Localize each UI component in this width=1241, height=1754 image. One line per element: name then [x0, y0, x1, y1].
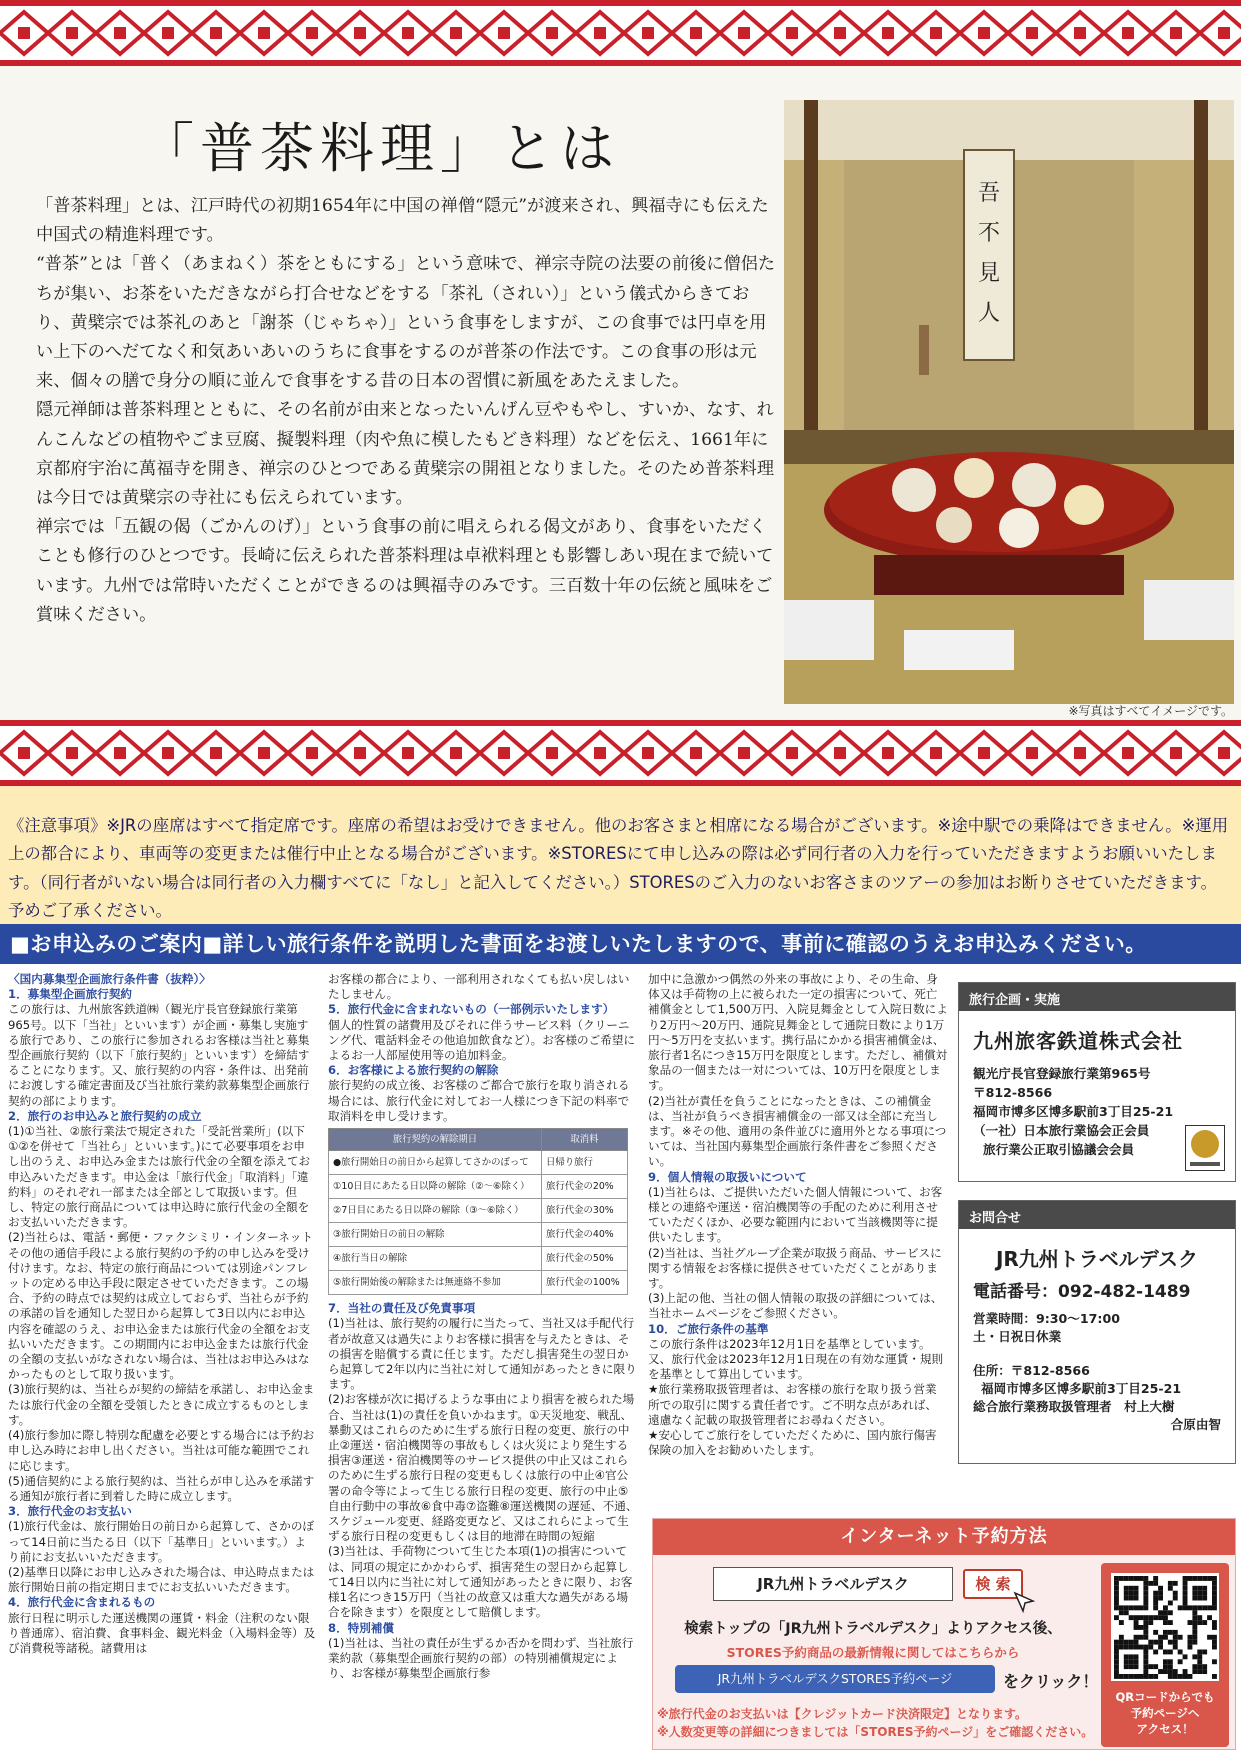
terms-text: (3)当社は、手荷物について生じた本項(1)の損害については、同項の規定にかかわらず、損害発生の翌日から起算して14日以内に当社に対して通知があったときに限り、お客様1名につき15万円（当社の故意又は重大な過失がある場合を除きます）を限度として賠償します。: [328, 1544, 633, 1620]
terms-text: (2)お客様が次に掲げるような事由により損害を被られた場合、当社は(1)の責任を負いかねます。①天災地変、戦乱、暴動又はこれらのために生ずる旅行日程の変更、旅行の中止②運送・宿泊機関等の事故もしくは火災により発生する損害③運送・宿泊機関等のサービス提供の中止又はこれらのために生ずる旅行日程の変更もしくは旅行の中止④官公署の命令等によって生じる旅行日程の変更、旅行の中止⑤自由行動中の事故⑥食中毒⑦盗難⑧運送機関の遅延、不通、スケジュール変更、経路変更など、又はこれらによって生ずる旅行日程の変更もしくは目的地滞在時間の短縮: [328, 1392, 638, 1544]
inquiry-address: 福岡市博多区博多駅前3丁目25-21: [981, 1381, 1182, 1396]
table-row: [329, 1271, 628, 1295]
cancellation-table: [328, 1128, 628, 1295]
terms-text: この旅行は、九州旅客鉄道㈱（観光庁長官登録旅行業第965号。以下「当社」といいます）が企画・募集し実施する旅行であり、この旅行に参加されるお客様は当社と募集型企画旅行契約（以下「旅行契約」といいます）を締結することになります。又、旅行契約の内容・条件は、出発前にお渡しする確定書面及び当社旅行業約款募集型企画旅行契約の部によります。: [8, 1002, 310, 1108]
lattice-pattern: [0, 0, 1241, 66]
table-cell: ②7日目にあたる日以降の解除（③～⑥除く）: [329, 1199, 542, 1223]
intro-paragraph: 「普茶料理」とは、江戸時代の初期1654年に中国の禅僧“隠元”が渡来され、興福寺にも伝えた中国式の精進料理です。: [36, 196, 769, 246]
internet-booking-section: [652, 1518, 1236, 1750]
terms-text: 旅行日程に明示した運送機関の運賃・料金（注釈のない限り普通席）、宿泊費、食事料金、観光料金（入場料金等）及び消費税等諸税。諸費用は: [8, 1610, 316, 1655]
bond-seal-icon: [1185, 1125, 1225, 1171]
terms-heading: 2．旅行のお申込みと旅行契約の成立: [8, 1108, 202, 1123]
terms-heading: 10．ご旅行条件の基準: [648, 1321, 769, 1336]
terms-heading: 1．募集型企画旅行契約: [8, 987, 133, 1002]
lattice-motif: [546, 747, 558, 759]
terms-text: (3)旅行契約は、当社らが契約の締結を承諾し、お申込金または旅行代金の全額を受領したときに成立するものとします。: [8, 1382, 315, 1427]
table-cell: 旅行代金の20%: [542, 1175, 628, 1199]
lattice-motif: [162, 27, 174, 39]
terms-text: (1)①当社、②旅行業法で規定された「受託営業所」(以下①②を併せて「当社ら」といいます。)にて必要事項をお申し出のうえ、お申込み金または旅行代金の全額を添えてお申込みいただきます。申込金は「旅行代金」「取消料」「違約料」のそれぞれ一部または全部として取扱います。但し、特定の旅行商品については申込時に旅行代金の全額をお支払いいただきます。: [8, 1124, 311, 1230]
fucha-photo: [784, 100, 1234, 704]
inquiry-manager: 合原由智: [1170, 1417, 1221, 1432]
stores-page-button[interactable]: JR九州トラベルデスクSTORES予約ページ: [675, 1665, 995, 1693]
terms-heading: 4．旅行代金に含まれるもの: [8, 1595, 156, 1610]
inquiry-manager: 総合旅行業務取扱管理者 村上大樹: [973, 1399, 1175, 1414]
lattice-motif: [402, 747, 414, 759]
terms-text: (3)上記の他、当社の個人情報の取扱の詳細については、当社ホームページをご参照ください。: [648, 1291, 943, 1321]
table-row: [329, 1175, 628, 1199]
lattice-motif: [1026, 747, 1038, 759]
lattice-motif: [738, 747, 750, 759]
table-row: [329, 1247, 628, 1271]
lattice-motif: [210, 27, 222, 39]
lattice-motif: [882, 27, 894, 39]
cursor-pointer-icon: [1013, 1591, 1039, 1615]
qr-code-icon[interactable]: [1111, 1573, 1219, 1681]
search-input[interactable]: JR九州トラベルデスク: [713, 1567, 953, 1601]
terms-heading: 9．個人情報の取扱いについて: [648, 1169, 807, 1184]
qr-caption-line: QRコードからでも: [1115, 1690, 1215, 1704]
terms-text: (2)当社は、当社グループ企業が取扱う商品、サービスに関する情報をお客様に提供させていただくことがあります。: [648, 1245, 942, 1291]
table-row: [329, 1223, 628, 1247]
table-cell: ④旅行当日の解除: [329, 1247, 542, 1271]
qr-panel: [1101, 1563, 1229, 1747]
table-row: [329, 1199, 628, 1223]
intro-paragraph: 禅宗では「五観の偈（ごかんのげ）」という食事の前に唱えられる偈文があり、食事をいただくことも修行のひとつです。長崎に伝えられた普茶料理は卓袱料理とも影響しあい現在まで続いています。九州では常時いただくことができるのは興福寺のみです。三百数十年の伝統と風味をご賞味ください。: [36, 517, 774, 625]
lattice-motif: [1218, 27, 1230, 39]
intro-body: [36, 192, 778, 630]
inquiry-heading: お問合せ: [959, 1201, 1235, 1229]
terms-text: ★安心してご旅行をしていただくために、国内旅行傷害保険の加入をお勧めいたします。: [648, 1428, 937, 1458]
intro-section: [0, 66, 1241, 720]
lattice-motif: [978, 27, 990, 39]
table-cell: ③旅行開始日の前日の解除: [329, 1223, 542, 1247]
lattice-motif: [66, 27, 78, 39]
lattice-motif: [930, 27, 942, 39]
lattice-motif: [834, 27, 846, 39]
lattice-motif: [690, 27, 702, 39]
terms-text: 個人的性質の諸費用及びそれに伴うサービス料（クリーニング代、電話料金その他追加飲食など）。お客様のご希望によるお一人部屋使用等の追加料金。: [328, 1017, 636, 1063]
payment-note: ※旅行代金のお支払いは【クレジットカード決済限定】となります。: [657, 1707, 1028, 1721]
lattice-motif: [1122, 747, 1134, 759]
terms-text: 加中に急激かつ偶然の外来の事故により、その生命、身体又は手荷物の上に被られた一定の損害について、死亡補償金として1,500万円、入院見舞金として入院日数により2万円～20万円、通院見舞金として通院日数により1万円～5万円を支払います。携行品にかかる損害補償金は、旅行者1名につき15万円を限度とします。ただし、補償対象品の一個または一対については、10万円を限度とします。: [648, 972, 948, 1093]
lattice-motif: [738, 27, 750, 39]
lattice-motif: [1170, 747, 1182, 759]
terms-column-3: [648, 972, 948, 1459]
table-cell: ①10日目にあたる日以降の解除（②～⑥除く）: [329, 1175, 542, 1199]
inquiry-hours: 営業時間：9:30～17:00: [973, 1311, 1120, 1326]
lattice-motif: [18, 27, 30, 39]
search-button[interactable]: 検 索: [963, 1569, 1023, 1599]
terms-heading: 5．旅行代金に含まれないもの（一部例示いたします）: [328, 1002, 615, 1017]
lattice-motif: [402, 27, 414, 39]
change-note: ※人数変更等の詳細につきましては「STORES予約ページ」をご確認ください。: [657, 1725, 1094, 1739]
notice-strip: [0, 786, 1241, 806]
lattice-motif: [306, 747, 318, 759]
table-header: 取消料: [542, 1129, 628, 1151]
lattice-motif: [594, 27, 606, 39]
lattice-motif: [1170, 27, 1182, 39]
lattice-motif: [882, 747, 894, 759]
organizer-registration: 観光庁長官登録旅行業第965号: [973, 1066, 1151, 1081]
lattice-motif: [1074, 27, 1086, 39]
terms-text: 旅行契約の成立後、お客様のご都合で旅行を取り消される場合には、旅行代金に対してお一人様につき下記の料率で取消料を申し受けます。: [328, 1078, 630, 1123]
lattice-motif: [258, 747, 270, 759]
terms-column-1: [8, 972, 316, 1656]
intro-paragraph: “普茶”とは「普く（あまねく）茶をともにする」という意味で、禅宗寺院の法要の前後に僧侶たちが集い、お茶をいただきながら打合せなどをする「茶礼（されい）」という儀式からきており、黄檗宗では茶礼のあと「謝茶（じゃちゃ）」という食事をしますが、この食事では円卓を用い上下のへだてなく和気あいあいのうちに食事をするのが普茶の作法です。この食事の形は元来、個々の膳で身分の順に並んで食事をする昔の日本の習慣に新風をあたえました。: [36, 254, 776, 392]
terms-text: (1)当社は、旅行契約の履行に当たって、当社又は手配代行者が故意又は過失によりお客様に損害を与えたときは、その損害を賠償する責に任じます。ただし損害発生の翌日から起算して2年以内に当社に対して通知があったときに限ります。: [328, 1316, 637, 1392]
lattice-motif: [210, 747, 222, 759]
lattice-pattern: [0, 720, 1241, 786]
terms-text: (2)基準日以降にお申し込みされた場合は、申込時点または旅行開始日前の指定期日までにお支払いいただきます。: [8, 1564, 315, 1595]
lattice-motif: [978, 747, 990, 759]
terms-heading: 3．旅行代金のお支払い: [8, 1504, 133, 1519]
notice-section: 《注意事項》※JRの座席はすべて指定席です。座席の希望はお受けできません。他のお客さまと相席になる場合がございます。※途中駅での乗降はできません。※運用上の都合により、車両等の変更または催行中止となる場合がございます。※STORESにて申し込みの際は必ず同行者の入力を行っていただきますようお願いいたします。（同行者がいない場合は同行者の入力欄すべてに「なし」と記入してください。）STORESのご入力のないお客さまのツアーの参加はお断りさせていただきます。予めご了承ください。: [0, 806, 1241, 924]
terms-text: お客様の都合により、一部利用されなくても払い戻しはいたしません。: [328, 972, 630, 1002]
lattice-motif: [114, 27, 126, 39]
table-cell: 旅行代金の100%: [542, 1271, 628, 1295]
table-cell: ●旅行開始日の前日から起算してさかのぼって: [329, 1151, 542, 1175]
svg-text:人: 人: [977, 301, 1001, 326]
terms-text: (1)当社は、当社の責任が生ずるか否かを問わず、当社旅行業約款（募集型企画旅行契約の部）の特別補償規定により、お客様が募集型企画旅行参: [328, 1635, 634, 1681]
organizer-address: 福岡市博多区博多駅前3丁目25-21: [973, 1104, 1174, 1119]
terms-text: (2)当社らは、電話・郵便・ファクシミリ・インターネットその他の通信手段による旅行契約の予約の申し込みを受け付けます。なお、特定の旅行商品については別途パンフレットの定める申込手段に限定させていただきます。この場合、予約の時点では契約は成立しておらず、当社らが予約の承諾の旨を通知した翌日から起算して3日以内にお申込内容を確認のうえ、お申込金または旅行代金の全額をお支払いいただきます。この期間内にお申込金または旅行代金の全額の支払いがなされない場合は、当社はお申込みはなかったものとして取り扱います。: [8, 1230, 313, 1382]
table-cell: 旅行代金の50%: [542, 1247, 628, 1271]
table-header: 旅行契約の解除期日: [329, 1129, 542, 1151]
lattice-motif: [594, 747, 606, 759]
lattice-motif: [354, 27, 366, 39]
svg-text:吾: 吾: [977, 181, 1001, 206]
qr-caption-line: 予約ページへ: [1130, 1706, 1200, 1720]
organizer-heading: 旅行企画・実施: [959, 983, 1235, 1011]
stores-info: STORES予約商品の最新情報に関してはこちらから: [726, 1645, 1020, 1660]
lattice-motif: [930, 747, 942, 759]
lattice-motif: [1074, 747, 1086, 759]
lattice-motif: [18, 747, 30, 759]
lattice-motif: [258, 27, 270, 39]
lattice-motif: [162, 747, 174, 759]
tatami-room-image: [784, 100, 1234, 704]
lattice-motif: [642, 27, 654, 39]
lattice-motif: [1122, 27, 1134, 39]
lattice-motif: [354, 747, 366, 759]
lattice-motif: [66, 747, 78, 759]
terms-column-2-top: [328, 972, 638, 1124]
inquiry-name: JR九州トラベルデスク: [995, 1247, 1199, 1271]
lattice-motif: [786, 747, 798, 759]
lattice-motif: [690, 747, 702, 759]
terms-heading: 〈国内募集型企画旅行条件書（抜粋）〉: [8, 972, 211, 986]
intro-title: 「普茶料理」とは: [140, 117, 620, 180]
lattice-motif: [642, 747, 654, 759]
qr-caption-line: アクセス！: [1136, 1722, 1194, 1736]
terms-column-2: [328, 972, 638, 1681]
lattice-motif: [546, 27, 558, 39]
inquiry-address: 住所：〒812-8566: [973, 1363, 1090, 1378]
organizer-association: 旅行業公正取引協議会会員: [983, 1142, 1135, 1157]
organizer-association: （一社）日本旅行業協会正会員: [973, 1123, 1150, 1138]
lattice-motif: [498, 747, 510, 759]
organizer-name: 九州旅客鉄道株式会社: [973, 1029, 1183, 1053]
terms-text: (5)通信契約による旅行契約は、当社らが申し込みを承諾する通知が旅行者に到着した時に成立します。: [8, 1473, 315, 1503]
lattice-motif: [114, 747, 126, 759]
table-row: [329, 1151, 628, 1175]
terms-text: ★旅行業務取扱管理者は、お客様の旅行を取り扱う営業所での取引に関する責任者です。ご不明な点があれば、遠慮なく記載の取扱管理者にお尋ねください。: [648, 1382, 937, 1427]
terms-text: (1)旅行代金は、旅行開始日の前日から起算して、さかのぼって14日前に当たる日（以下「基準日」といいます。）より前にお支払いいただきます。: [8, 1519, 315, 1564]
terms-text: (1)当社らは、ご提供いただいた個人情報について、お客様との連絡や運送・宿泊機関等の手配のために利用させていただくほか、必要な範囲内において当該機関等に提供いたします。: [648, 1184, 943, 1245]
lattice-motif: [306, 27, 318, 39]
terms-heading: 7．当社の責任及び免責事項: [328, 1301, 476, 1316]
terms-column-2-bottom: [328, 1301, 638, 1681]
lattice-motif: [450, 747, 462, 759]
inquiry-phone[interactable]: 電話番号：092-482-1489: [973, 1282, 1191, 1302]
lattice-motif: [1218, 747, 1230, 759]
search-instruction: 検索トップの「JR九州トラベルデスク」よりアクセス後、: [684, 1621, 1062, 1637]
lattice-motif: [450, 27, 462, 39]
qr-caption: [1101, 1689, 1229, 1737]
table-cell: 旅行代金の40%: [542, 1223, 628, 1247]
table-cell: 日帰り旅行: [542, 1151, 628, 1175]
table-cell: 旅行代金の30%: [542, 1199, 628, 1223]
terms-text: (2)当社が責任を負うことになったときは、この補償金は、当社が負うべき損害補償金の一部又は全部に充当します。※その他、適用の条件並びに適用外となる事項については、当社国内募集型企画旅行条件書をご参照ください。: [648, 1093, 947, 1169]
lattice-motif: [498, 27, 510, 39]
photo-caption: ※写真はすべてイメージです。: [1068, 704, 1233, 718]
terms-text: (4)旅行参加に際し特別な配慮を必要とする場合には予約お申し込み時にお申し出ください。当社は可能な範囲でこれに応じます。: [8, 1428, 315, 1473]
terms-text: この旅行条件は2023年12月1日を基準としています。又、旅行代金は2023年12月1日現在の有効な運賃・規則を基準として算出しています。: [648, 1336, 944, 1382]
terms-heading: 6．お客様による旅行契約の解除: [328, 1063, 499, 1078]
lattice-motif: [1026, 27, 1038, 39]
intro-paragraph: 隠元禅師は普茶料理とともに、その名前が由来となったいんげん豆やもやし、すいか、なす、れんこんなどの植物やごま豆腐、擬製料理（肉や魚に模したもどき料理）などを伝え、1661年に京都府宇治に萬福寺を開き、禅宗のひとつである黄檗宗の開祖となりました。そのため普茶料理は今日では黄檗宗の寺社にも伝えられています。: [36, 400, 775, 509]
top-pattern-band: [0, 0, 1241, 66]
svg-text:不: 不: [977, 221, 1001, 246]
payment-notes: [657, 1705, 1093, 1741]
lattice-motif: [786, 27, 798, 39]
inquiry-box: [958, 1200, 1236, 1464]
inquiry-closed-days: 土・日祝日休業: [973, 1329, 1062, 1344]
click-instruction: をクリック！: [1003, 1672, 1099, 1691]
organizer-zip: 〒812-8566: [973, 1085, 1053, 1100]
terms-heading: 8．特別補償: [328, 1620, 395, 1635]
table-cell: ⑤旅行開始後の解除または無連絡不参加: [329, 1271, 542, 1295]
svg-text:見: 見: [977, 261, 1001, 286]
organizer-box: [958, 982, 1236, 1182]
lattice-motif: [834, 747, 846, 759]
application-banner: ■お申込みのご案内■詳しい旅行条件を説明した書面をお渡しいたしますので、事前に確認のうえお申込みください。: [0, 924, 1241, 964]
internet-booking-heading: インターネット予約方法: [653, 1519, 1235, 1555]
bottom-pattern-band: [0, 720, 1241, 786]
